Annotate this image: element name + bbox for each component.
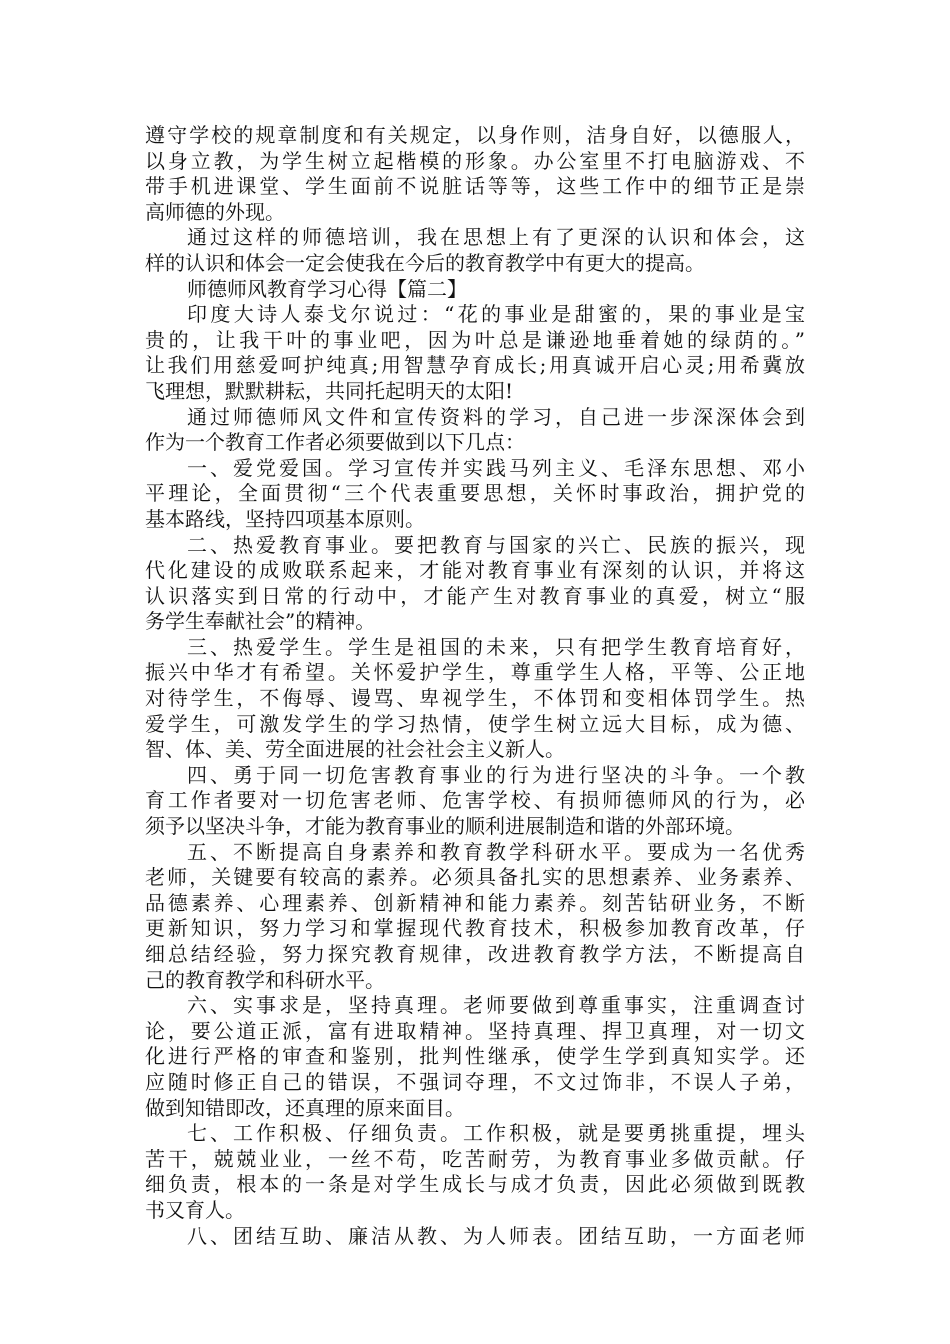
text-line: 务学生奉献社会”的精神。 <box>145 609 376 634</box>
text-line: 对待学生，不侮辱、谩骂、卑视学生，不体罚和变相体罚学生。热 <box>145 686 805 711</box>
text-line: 一、爱党爱国。学习宣传并实践马列主义、毛泽东思想、邓小 <box>187 455 805 480</box>
text-line: 三、热爱学生。学生是祖国的未来，只有把学生教育培育好， <box>187 634 805 659</box>
text-line: 须予以坚决斗争，才能为教育事业的顺利进展制造和谐的外部环境。 <box>145 814 745 839</box>
text-line: 平理论，全面贯彻“三个代表重要思想，关怀时事政治，拥护党的 <box>145 481 805 506</box>
text-line: 印度大诗人泰戈尔说过：“花的事业是甜蜜的，果的事业是宝 <box>187 302 805 327</box>
text-line: 二、热爱教育事业。要把教育与国家的兴亡、民族的振兴，现 <box>187 532 805 557</box>
text-line: 爱学生，可激发学生的学习热情，使学生树立远大目标，成为德、 <box>145 711 805 736</box>
text-line: 己的教育教学和科研水平。 <box>145 967 385 992</box>
text-line: 四、勇于同一切危害教育事业的行为进行坚决的斗争。一个教 <box>187 762 805 787</box>
text-line: 论，要公道正派，富有进取精神。坚持真理、捍卫真理，对一切文 <box>145 1018 805 1043</box>
text-line: 师德师风教育学习心得【篇二】 <box>187 276 467 301</box>
text-line: 遵守学校的规章制度和有关规定，以身作则，洁身自好，以德服人， <box>145 123 805 147</box>
text-line: 书又育人。 <box>145 1197 245 1222</box>
document-body <box>145 123 805 1249</box>
text-line: 智、体、美、劳全面进展的社会社会主义新人。 <box>145 737 565 762</box>
text-line: 化进行严格的审查和鉴别，批判性继承，使学生学到真知实学。还 <box>145 1044 805 1069</box>
text-line: 通过这样的师德培训，我在思想上有了更深的认识和体会，这 <box>187 225 805 250</box>
text-line: 老师，关键要有较高的素养。必须具备扎实的思想素养、业务素养、 <box>145 865 805 890</box>
text-line: 带手机进课堂、学生面前不说脏话等等，这些工作中的细节正是崇 <box>145 174 805 199</box>
text-line: 八、团结互助、廉洁从教、为人师表。团结互助，一方面老师 <box>187 1223 805 1248</box>
text-line: 六、实事求是，坚持真理。老师要做到尊重事实，注重调查讨 <box>187 993 805 1018</box>
text-line: 代化建设的成败联系起来，才能对教育事业有深刻的认识，并将这 <box>145 558 805 583</box>
text-line: 以身立教，为学生树立起楷模的形象。办公室里不打电脑游戏、不 <box>145 148 805 173</box>
text-line: 做到知错即改，还真理的原来面目。 <box>145 1095 465 1120</box>
text-line: 作为一个教育工作者必须要做到以下几点： <box>145 430 525 455</box>
text-line: 振兴中华才有希望。关怀爱护学生，尊重学生人格，平等、公正地 <box>145 660 805 685</box>
text-line: 细负责，根本的一条是对学生成长与成才负责，因此必须做到既教 <box>145 1172 805 1197</box>
text-line: 七、工作积极、仔细负责。工作积极，就是要勇挑重提，埋头 <box>187 1121 805 1146</box>
text-line: 高师德的外现。 <box>145 199 285 224</box>
text-line: 样的认识和体会一定会使我在今后的教育教学中有更大的提高。 <box>145 250 705 275</box>
text-line: 让我们用慈爱呵护纯真;用智慧孕育成长;用真诚开启心灵;用希冀放 <box>145 353 805 378</box>
text-line: 五、不断提高自身素养和教育教学科研水平。要成为一名优秀 <box>187 839 805 864</box>
text-line: 应随时修正自己的错误，不强词夺理，不文过饰非，不误人子弟， <box>145 1069 805 1094</box>
text-line: 育工作者要对一切危害老师、危害学校、有损师德师风的行为，必 <box>145 788 805 813</box>
text-line: 基本路线，坚持四项基本原则。 <box>145 506 425 531</box>
text-line: 飞理想，默默耕耘，共同托起明天的太阳! <box>145 378 514 403</box>
text-line: 细总结经验，努力探究教育规律，改进教育教学方法，不断提高自 <box>145 942 805 966</box>
text-line: 认识落实到日常的行动中，才能产生对教育事业的真爱，树立“服 <box>145 583 805 608</box>
text-line: 通过师德师风文件和宣传资料的学习，自己进一步深深体会到 <box>187 404 805 429</box>
text-line: 品德素养、心理素养、创新精神和能力素养。刻苦钻研业务，不断 <box>145 890 805 915</box>
text-line: 更新知识，努力学习和掌握现代教育技术，积极参加教育改革，仔 <box>145 916 805 941</box>
text-line: 贵的，让我干叶的事业吧，因为叶总是谦逊地垂着她的绿荫的。” <box>145 327 805 352</box>
text-line: 苦干，兢兢业业，一丝不苟，吃苦耐劳，为教育事业多做贡献。仔 <box>145 1146 805 1171</box>
